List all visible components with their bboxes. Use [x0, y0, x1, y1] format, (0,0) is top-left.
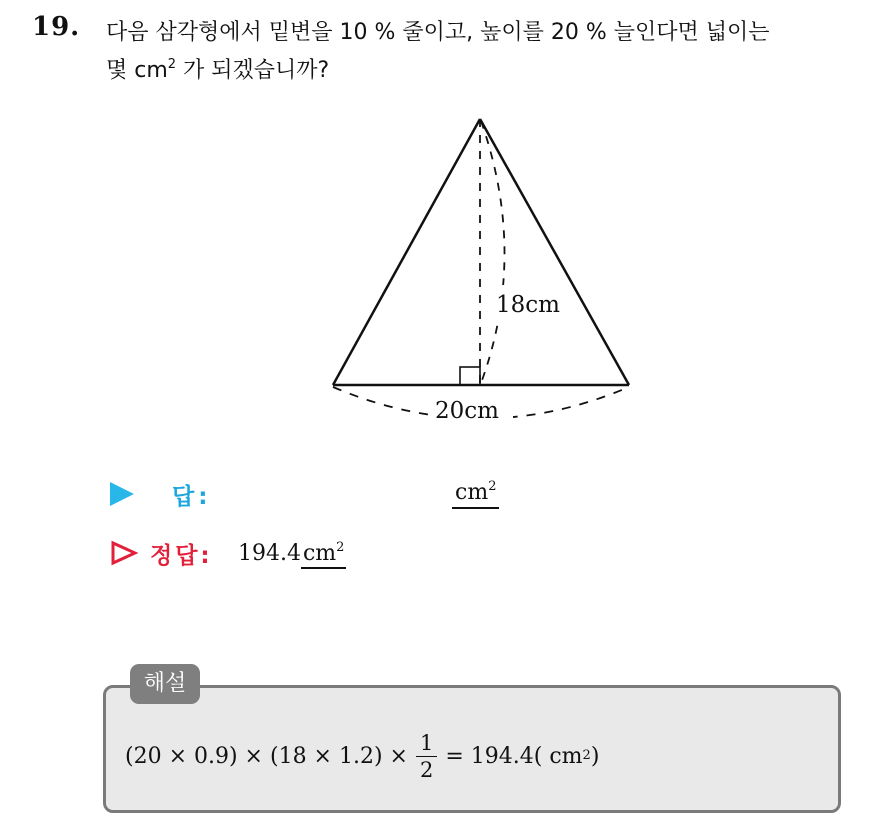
formula-left: (20 × 0.9) × (18 × 1.2) ×: [125, 743, 408, 769]
correct-answer-unit-text: cm: [302, 541, 337, 566]
triangle-left-side: [333, 119, 480, 385]
correct-answer-value: [238, 540, 346, 568]
correct-answer-number: 194.4: [238, 541, 301, 566]
answer-unit: cm: [455, 480, 489, 505]
height-measure-arc: [481, 121, 505, 383]
answer-label: 답:: [172, 484, 212, 510]
base-label: 20cm: [435, 398, 499, 424]
correct-answer-label: 정답:: [150, 543, 213, 569]
explanation-formula: (20 × 0.9) × (18 × 1.2) × $\frac{1}{2}$ = 194.4( cm 2 ): [125, 730, 600, 782]
formula-fraction: [416, 731, 437, 782]
formula-right: = 194.4( cm: [445, 743, 583, 769]
question-text: [106, 14, 866, 90]
question-line-2: [106, 52, 866, 90]
question-line-2-suffix: 가 되겠습니까?: [176, 58, 330, 83]
correct-answer-unit: [301, 541, 346, 569]
triangle-figure: [318, 105, 648, 435]
question-line-1: 다음 삼각형에서 밑변을 10 % 줄이고, 높이를 20 % 늘인다면 넓이는: [106, 20, 770, 45]
triangle-diagram: [318, 105, 648, 435]
formula-close: ): [590, 743, 600, 769]
question-unit-superscript: 2: [167, 57, 177, 72]
height-label: 18cm: [496, 292, 560, 318]
right-angle-marker: [460, 367, 480, 385]
correct-answer-row: [110, 534, 610, 574]
answer-unit-superscript: 2: [488, 479, 497, 494]
correct-answer-unit-superscript: 2: [336, 540, 345, 555]
fraction-numerator: 1: [416, 731, 437, 757]
question-line-2-prefix: 몇 cm: [106, 58, 168, 83]
play-triangle-icon: [110, 482, 134, 506]
triangle-right-side: [480, 119, 629, 385]
question-number: 19.: [32, 12, 81, 42]
explanation-tab: 해설: [130, 664, 200, 704]
outline-triangle-icon: [110, 540, 138, 566]
answer-input-blank[interactable]: [452, 480, 499, 509]
answer-row: [110, 474, 610, 514]
fraction-denominator: 2: [419, 757, 434, 782]
